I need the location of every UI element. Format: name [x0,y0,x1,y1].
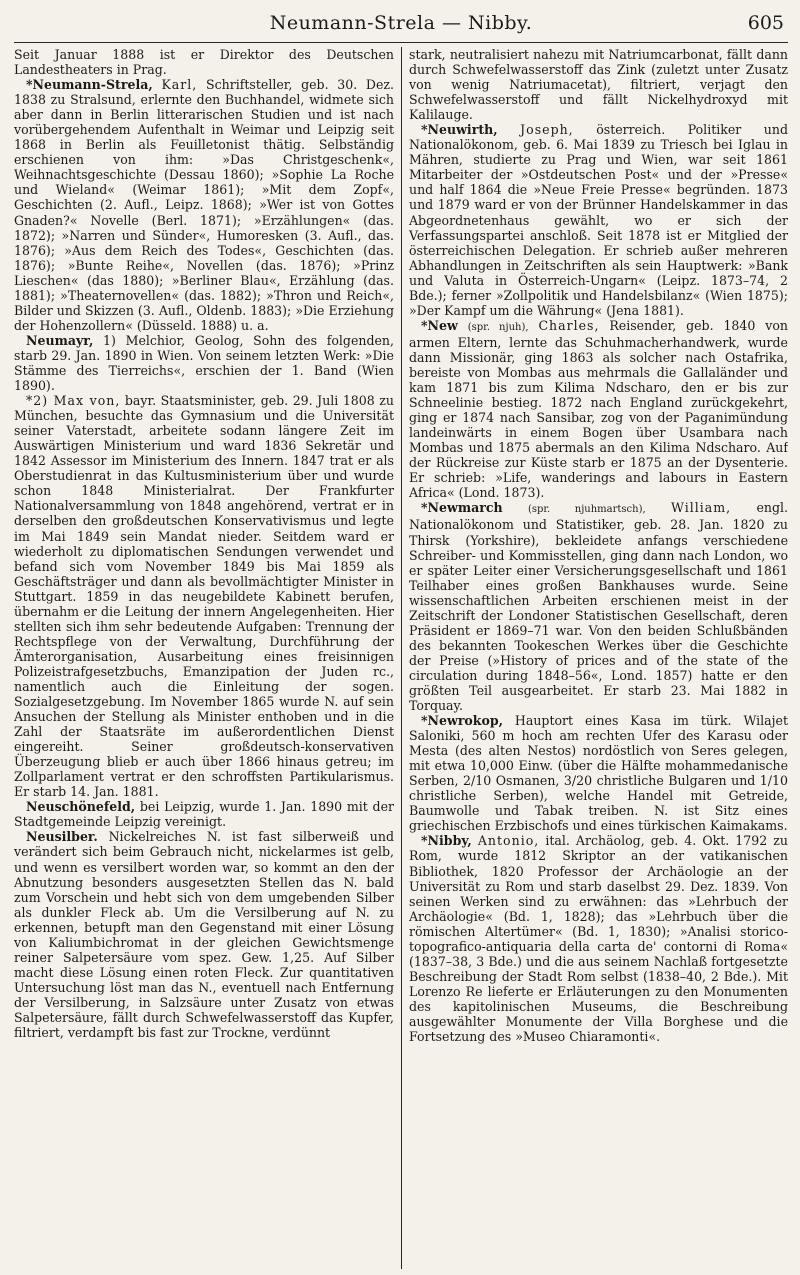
entry-headword: Neuschönefeld, [26,799,136,815]
left-column [14,47,401,1269]
page-number: 605 [747,12,784,34]
entry-text: Hauptort eines Kasa im türk. Wilajet Saloniki, 560 m hoch am rechten Ufer des Karasu oder Mesta (des alten Nestos) nordöstlich von Seres gelegen, mit etwa 10,000 Einw. (über die Hälfte mohammedanische Serben, 2/10 Osmanen, 3/20 christliche Bulgaren und 1/10 christliche Serben), welche Handel mit Getreide, Baumwolle und Tabak treiben. N. ist Sitz eines griechischen Erzbischofs und eines türkischen Kaimakams. [409,713,788,834]
entry-headword: *Newrokop, [421,713,503,729]
dictionary-entry [409,318,788,501]
entry-name: Charles, [538,317,600,333]
text-columns [14,47,788,1269]
dictionary-entry [14,47,394,77]
entry-text: bayr. Staatsminister, geb. 29. Juli 1808 zu München, besuchte das Gymnasium und die Universität seiner Vaterstadt, arbeitete sodann längere Zeit im Auswärtigen Ministerium und ward 1836 Sekretär und 1842 Assessor im Ministerium des Innern. 1847 trat er als Oberstudienrat in das Kultusministerium über und wurde schon 1848 Ministerialrat. Der Frankfurter Nationalversammlung von 1848 angehörend, vertrat er in derselben den großdeutschen Konservativismus und legte im Mai 1849 sein Mandat nieder. Seitdem ward er wiederholt zu diplomatischen Sendungen verwendet und befand sich vom November 1849 bis Mai 1859 als Geschäftsträger und dann als bevollmächtigter Minister in Stuttgart. 1859 in das neugebildete Kabinett berufen, übernahm er die Leitung der innern Angelegenheiten. Hier stellten sich ihm sehr bedeutende Aufgaben: Trennung der Rechtspflege von der Verwaltung, Durchführung der Ämterorganisation, Ausarbeitung eines freisinnigen Polizeistrafgesetzbuchs, Emanzipation der Juden rc., namentlich auch die Einleitung der sogen. Sozialgesetzgebung. Im November 1865 wurde N. auf sein Ansuchen der Stellung als Minister enthoben und in die Zahl der Staatsräte im außerordentlichen Dienst eingereiht. Seiner großdeutsch-konservativen Überzeugung blieb er auch über 1866 hinaus getreu; im Zollparlament vertrat er den schroffsten Partikularismus. Er starb 14. Jan. 1881. [14,393,394,800]
dictionary-entry [14,77,394,333]
entry-text: österreich. Politiker und Nationalökonom, geb. 6. Mai 1839 zu Triesch bei Iglau in Mähren, studierte zu Prag und Wien, war seit 1861 Mitarbeiter der »Ostdeutschen Post« und der »Presse« und half 1864 die »Neue Freie Presse« begründen. 1873 und 1879 ward er von der Brünner Handelskammer in das Abgeordnetenhaus gewählt, wo er sich der Verfassungspartei anschloß. Seit 1878 ist er Mitglied der österreichischen Delegation. Er schrieb außer mehreren Abhandlungen in Zeitschriften als sein Hauptwerk: »Bank und Valuta in Österreich-Ungarn« (Leipz. 1873–74, 2 Bde.); ferner »Zollpolitik und Handelsbilanz« (Wien 1875); »Der Kampf um die Währung« (Jena 1881). [409,122,788,318]
entry-text: bei Leipzig, wurde 1. Jan. 1890 mit der Stadtgemeinde Leipzig vereinigt. [14,799,394,830]
entry-text: 1) Melchior, Geolog, Sohn des folgenden, starb 29. Jan. 1890 in Wien. Von seinem letzten Werk: »Die Stämme des Tierreichs«, erschien der 1. Band (Wien 1890). [14,332,394,394]
dictionary-entry [409,713,788,833]
entry-name: Karl, [161,77,198,93]
dictionary-entry [409,500,788,713]
right-column [401,47,788,1269]
entry-text: Nickelreiches N. ist fast silberweiß und verändert sich beim Gebrauch nicht, nickelarmes ist gelb, und wenn es versilbert worden war, so kommt an den der Abnutzung besonders ausgesetzten Stellen das N. bald zum Vorschein und hebt sich von dem umgebenden Silber als dunkler Fleck ab. Um die Versilberung auf N. zu erkennen, betupft man den Gegenstand mit einer Lösung von Kaliumbichromat in der gleichen Gewichtsmenge reiner Salpetersäure vom spez. Gew. 1,25. Auf Silber macht diese Lösung einen roten Fleck. Zur quantitativen Untersuchung löst man das N., eventuell nach Entfernung der Versilberung, in Salzsäure unter Zusatz von etwas Salpetersäure, fällt durch Schwefelwasserstoff das Kupfer, filtriert, verdampft bis fast zur Trockne, verdünnt [14,829,394,1041]
entry-name: Joseph, [520,122,574,138]
entry-text: Schriftsteller, geb. 30. Dez. 1838 zu Stralsund, erlernte den Buchhandel, widmete sich aber dann in Berlin litterarischen Studien und ist nach vorübergehendem Aufenthalt in Weimar und Leipzig seit 1868 in Berlin als Feuilletonist thätig. Selbständig erschienen von ihm: »Das Christgeschenk«, Weihnachtsgeschichte (Dessau 1860); »Sophie La Roche und Wieland« (Weimar 1861); »Mit dem Zopf«, Geschichten (2. Aufl., Leipz. 1868); »Wer ist von Gottes Gnaden?« Novelle (Berl. 1871); »Erzählungen« (das. 1872); »Narren und Sünder«, Humoresken (3. Aufl., das. 1876); »Aus dem Reich des Todes«, Geschichten (das. 1876); »Bunte Reihe«, Novellen (das. 1876); »Prinz Lieschen« (das 1880); »Berliner Blau«, Erzählung (das. 1881); »Theaternovellen« (das. 1882); »Thron und Reich«, Bilder und Skizzen (3. Aufl., Oldenb. 1883); »Die Erziehung der Hohenzollern« (Düsseld. 1888) u. a. [14,77,395,333]
entry-headword: *Nibby, [421,833,472,849]
entry-pronunciation: (spr. njuh), [467,321,529,333]
entry-headword: *Neuwirth, [421,122,498,138]
page-header [14,6,788,43]
entry-pronunciation: (spr. njuhmartsch), [527,504,646,516]
entry-text: stark, neutralisiert nahezu mit Natriumcarbonat, fällt dann durch Schwefelwasserstoff das Zink (zuletzt unter Zusatz von wenig Natriumacetat), filtriert, verjagt den Schwefelwasserstoff und fällt Nickelhydroxyd mit Kalilauge. [409,47,788,123]
dictionary-entry [409,47,788,122]
entry-text: engl. Nationalökonom und Statistiker, geb. 28. Jan. 1820 zu Thirsk (Yorkshire), bekleidete anfangs verschiedene Schreiber- und Kommisstellen, ging dann nach London, wo er später Leiter einer Versicherungsgesellschaft und 1861 Teilhaber eines großen Bankhauses wurde. Seine wissenschaftlichen Arbeiten erschienen meist in der Zeitschrift der Londoner Statistischen Gesellschaft, deren Präsident er 1869–71 war. Von den beiden Schlußbänden des bekannten Tookeschen Werkes über die Geschichte der Preise (»History of prices and of the state of the circulation during 1848–56«, Lond. 1857) hatte er den größten Teil ausgearbeitet. Er starb 23. Mai 1882 in Torquay. [409,500,788,714]
dictionary-entry [14,333,394,393]
entry-text: Seit Januar 1888 ist er Direktor des Deutschen Landestheaters in Prag. [14,47,394,78]
entry-headword: *Neumann-Strela, [26,77,153,93]
dictionary-entry [14,393,394,799]
entry-headword: Neumayr, [26,332,94,348]
entry-headword: *New [421,317,458,333]
entry-name: Antonio, [477,833,540,849]
entry-headword: *Newmarch [421,500,503,516]
entry-name: *2) Max von, [26,393,121,409]
running-head: Neumann-Strela — Nibby. [269,12,533,34]
entry-name: William, [671,500,732,516]
dictionary-entry [14,829,394,1040]
entry-text: ital. Archäolog, geb. 4. Okt. 1792 zu Rom, wurde 1812 Skriptor an der vatikanischen Bibliothek, 1820 Professor der Archäologie an der Universität zu Rom und starb daselbst 29. Dez. 1839. Von seinen Werken sind zu erwähnen: das »Lehrbuch der Archäologie« (Bd. 1, 1828); das »Lehrbuch über die römischen Altertümer« (Bd. 1, 1830); »Analisi storico-topografico-antiquaria della carta de' contorni di Roma« (1837–38, 3 Bde.) und die aus seinem Nachlaß fortgesetzte Beschreibung der Stadt Rom selbst (1838–40, 2 Bde.). Mit Lorenzo Re lieferte er Erläuterungen zu den Monumenten des kapitolinischen Museums, die Beschreibung ausgewählter Monumente der Villa Borghese und die Fortsetzung des »Museo Chiaramonti«. [409,833,788,1045]
entry-headword: Neusilber. [26,829,98,845]
dictionary-entry [409,122,788,318]
entry-text: Reisender, geb. 1840 von armen Eltern, lernte das Schuhmacherhandwerk, wurde dann Missionär, ging 1863 als solcher nach Ostafrika, bereiste von Mombas aus mehrmals die Gallaländer und kam 1871 bis zum Kilima Ndscharo, den er bis zur Schneelinie bestieg. 1872 nach England zurückgekehrt, ging er 1874 nach Sansibar, zog von der Paganimündung landeinwärts in einem Bogen über Usambara nach Mombas und 1875 abermals an den Kilima Ndscharo. Auf der Rückreise zur Küste starb er 1875 an der Dysenterie. Er schrieb: »Life, wanderings and labours in Eastern Africa« (Lond. 1873). [409,317,788,501]
dictionary-entry [409,833,788,1044]
dictionary-entry [14,799,394,829]
